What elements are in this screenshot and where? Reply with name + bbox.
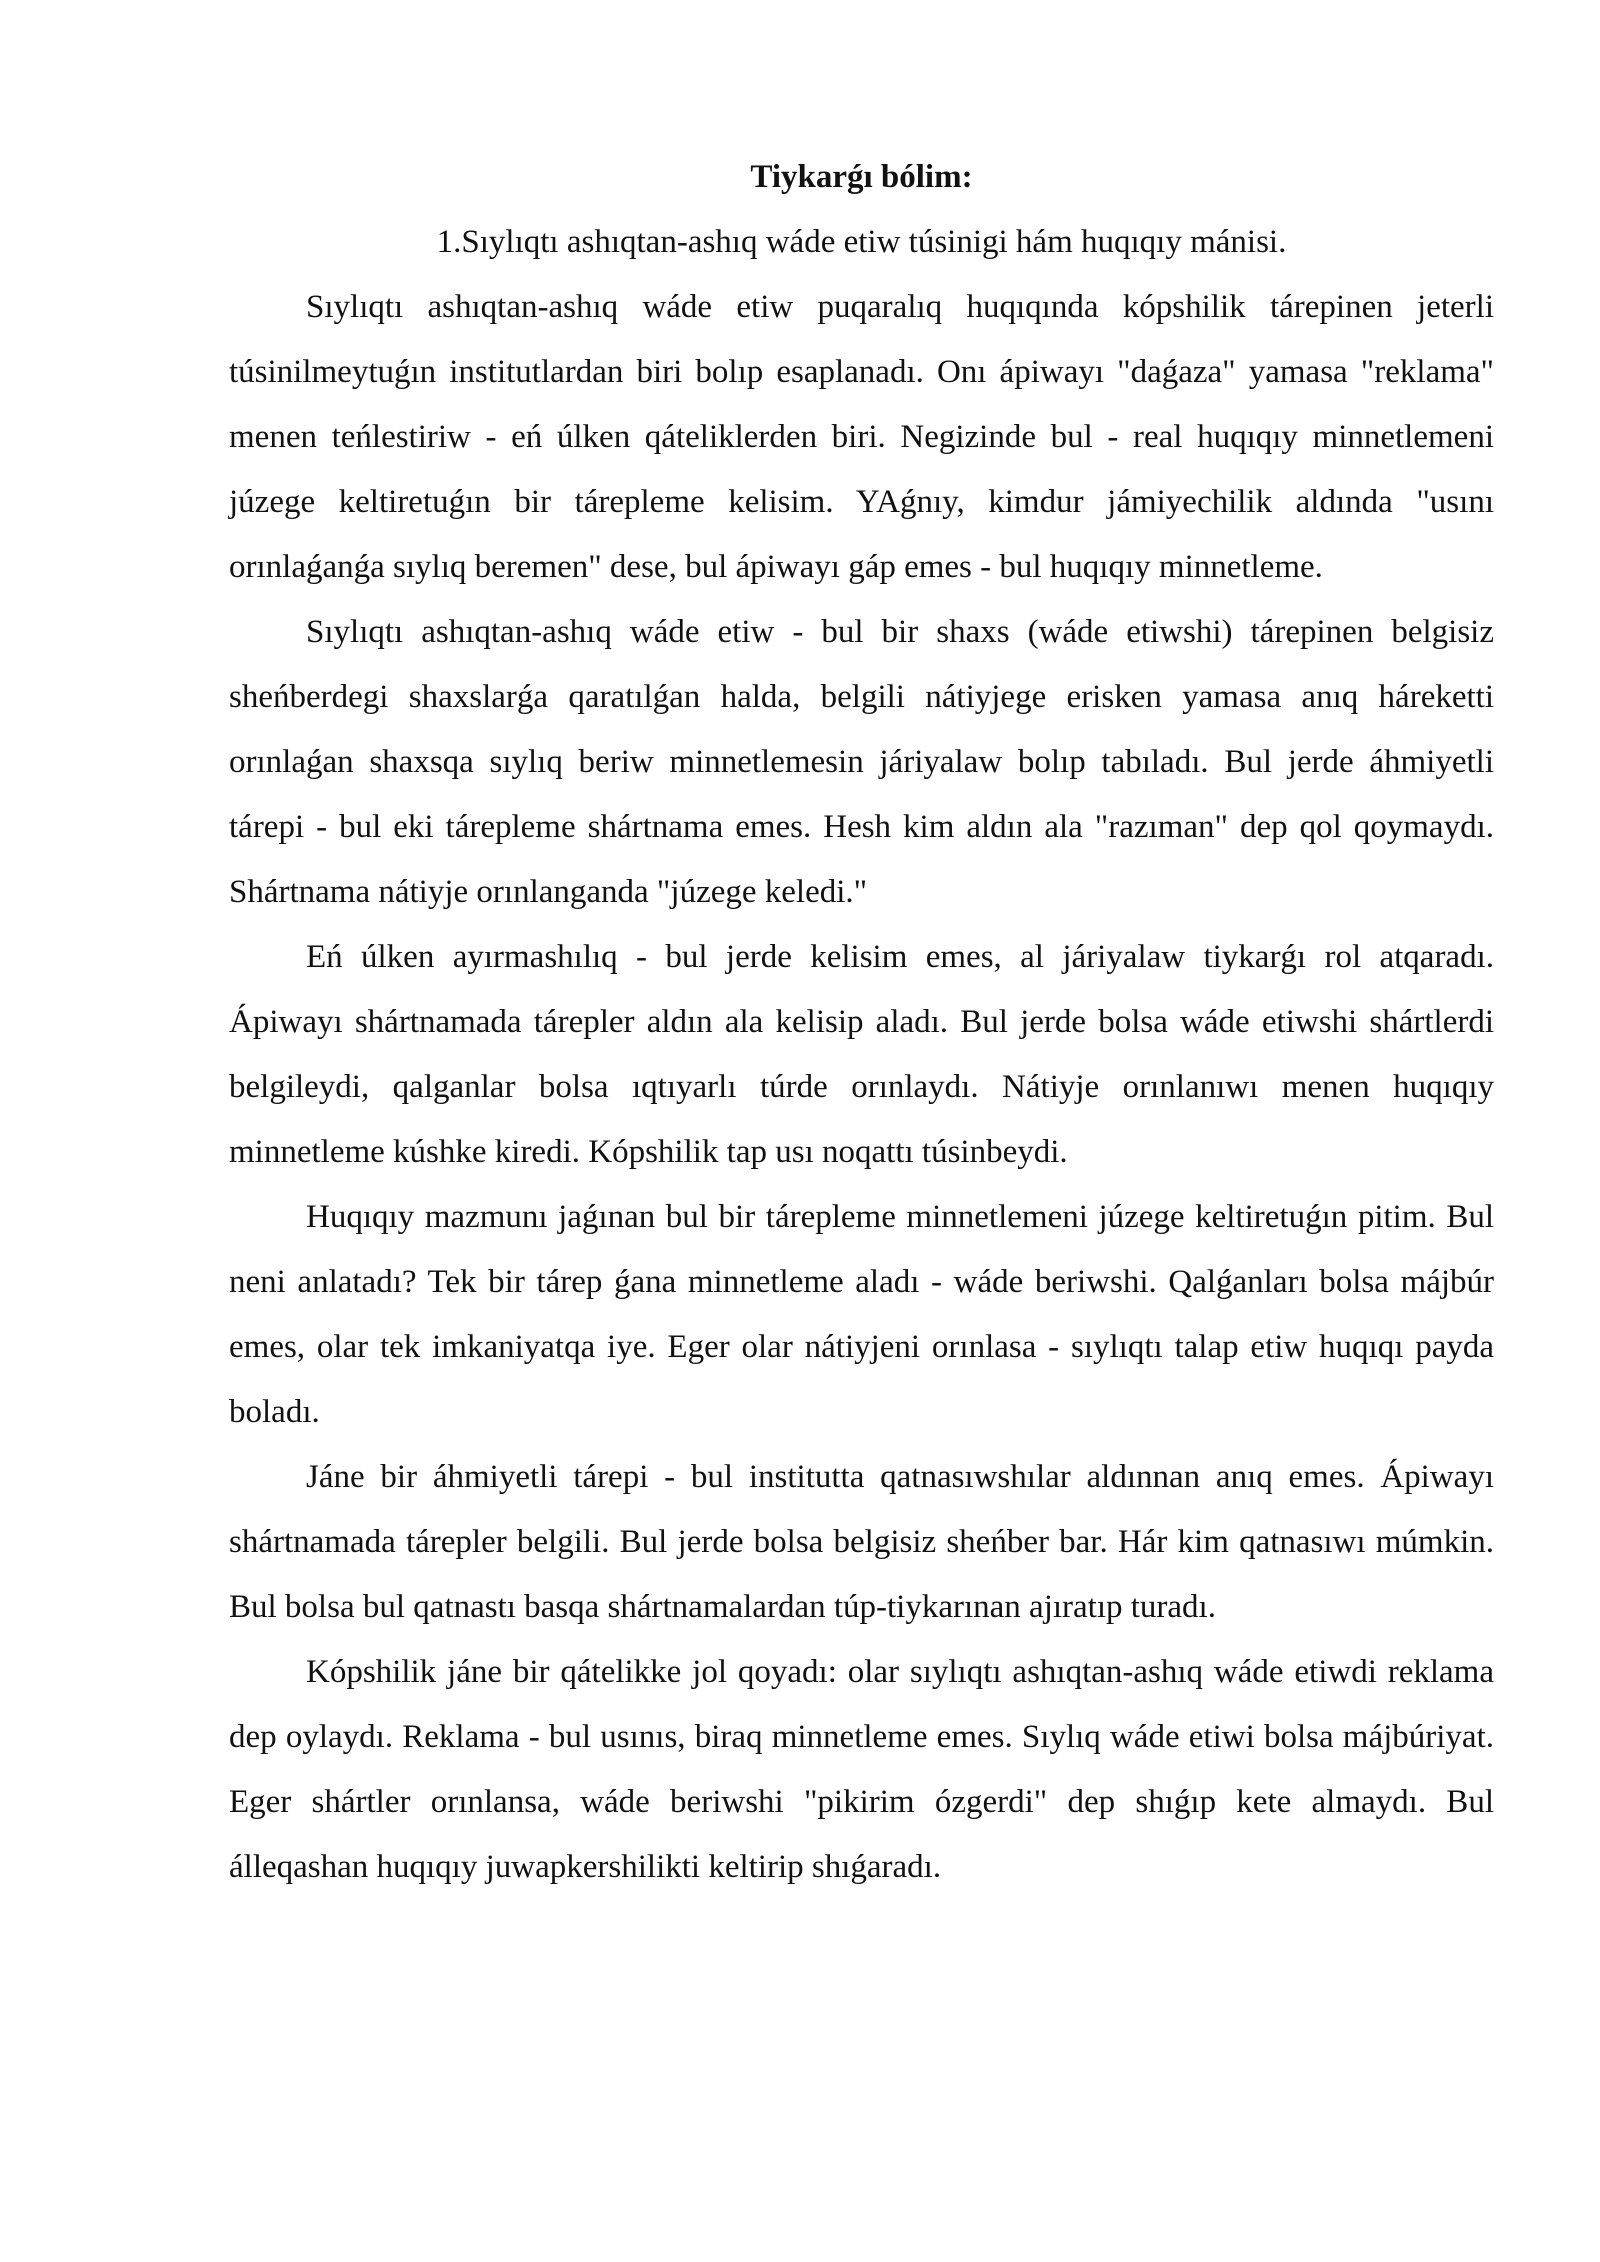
paragraph-2: Sıylıqtı ashıqtan-ashıq wáde etiw - bul bir shaxs (wáde etiwshi) tárepinen belgisiz sheńberdegi shaxslarǵa qaratılǵan halda, belgili nátiyjege erisken yamasa anıq háreketti orınlaǵan shaxsqa sıylıq beriw minnetlemesin járiyalaw bolıp tabıladı. Bul jerde áhmiyetli tárepi - bul eki tárepleme shártnama emes. Hesh kim aldın ala "razıman" dep qol qoymaydı. Shártnama nátiyje orınlanganda "júzege keledi." [229,614,1494,910]
paragraph-6: Kópshilik jáne bir qátelikke jol qoyadı: olar sıylıqtı ashıqtan-ashıq wáde etiwdi reklama dep oylaydı. Reklama - bul usınıs, biraq minnetleme emes. Sıylıq wáde etiwi bolsa májbúriyat. Eger shártler orınlansa, wáde beriwshi "pikirim ózgerdi" dep shıǵıp kete almaydı. Bul álleqashan huqıqıy juwapkershilikti keltirip shıǵaradı. [229,1654,1494,1885]
paragraph-5: Jáne bir áhmiyetli tárepi - bul institutta qatnasıwshılar aldınnan anıq emes. Ápiwayı shártnamada tárepler belgili. Bul jerde bolsa belgisiz sheńber bar. Hár kim qatnasıwı múmkin. Bul bolsa bul qatnastı basqa shártnamalardan túp-tiykarınan ajıratıp turadı. [229,1459,1494,1625]
subsection-heading: 1.Sıylıqtı ashıqtan-ashıq wáde etiw túsinigi hám huqıqıy mánisi. [436,224,1287,260]
document-page [229,145,1494,1900]
paragraph-4: Huqıqıy mazmunı jaǵınan bul bir tárepleme minnetlemeni júzege keltiretuǵın pitim. Bul neni anlatadı? Tek bir tárep ǵana minnetleme aladı - wáde beriwshi. Qalǵanları bolsa májbúr emes, olar tek imkaniyatqa iye. Eger olar nátiyjeni orınlasa - sıylıqtı talap etiw huqıqı payda boladı. [229,1199,1494,1430]
paragraph-1: Sıylıqtı ashıqtan-ashıq wáde etiw puqaralıq huqıqında kópshilik tárepinen jeterli túsinilmeytuǵın institutlardan biri bolıp esaplanadı. Onı ápiwayı "daǵaza" yamasa "reklama" menen teńlestiriw - eń úlken qáteliklerden biri. Negizinde bul - real huqıqıy minnetlemeni júzege keltiretuǵın bir tárepleme kelisim. YAǵnıy, kimdur jámiyechilik aldında "usını orınlaǵanǵa sıylıq beremen" dese, bul ápiwayı gáp emes - bul huqıqıy minnetleme. [229,289,1494,585]
section-heading: Tiykarǵı bólim: [750,159,973,195]
paragraph-3: Eń úlken ayırmashılıq - bul jerde kelisim emes, al járiyalaw tiykarǵı rol atqaradı. Ápiwayı shártnamada tárepler aldın ala kelisip aladı. Bul jerde bolsa wáde etiwshi shártlerdi belgileydi, qalganlar bolsa ıqtıyarlı túrde orınlaydı. Nátiyje orınlanıwı menen huqıqıy minnetleme kúshke kiredi. Kópshilik tap usı noqattı túsinbeydi. [229,939,1494,1170]
